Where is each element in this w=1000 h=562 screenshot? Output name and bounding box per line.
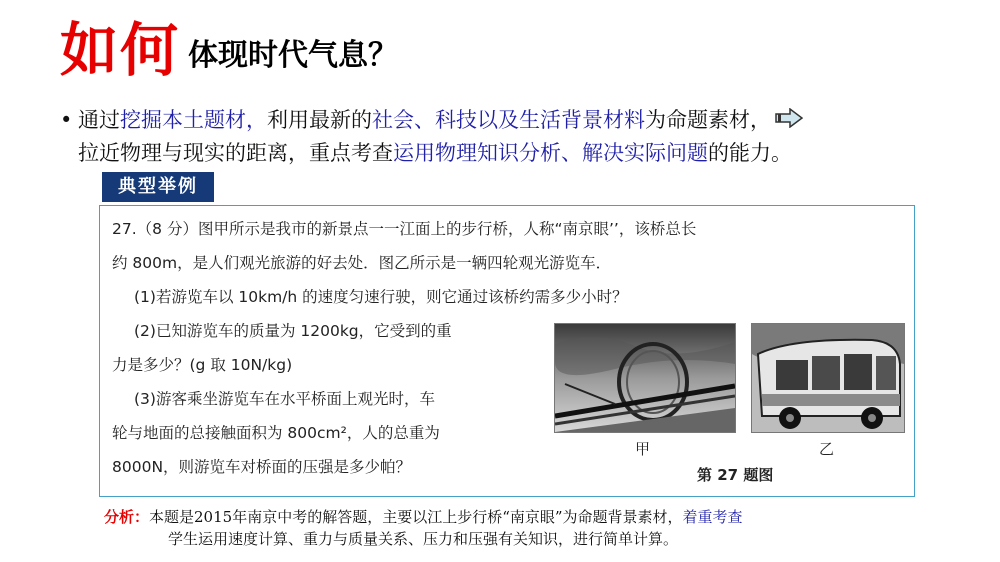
- bullet-highlight: 社会、科技以及生活背景材料: [372, 108, 645, 132]
- problem-line: 27.（8 分）图甲所示是我市的新景点一一江面上的步行桥，人称“南京眼’’，该桥总长: [112, 220, 697, 238]
- bullet-text: 通过: [78, 108, 120, 132]
- title-emphasis: 如何: [60, 16, 181, 84]
- slide-title: [60, 18, 398, 82]
- bullet-highlight: 挖掘本土题材，: [120, 108, 267, 132]
- figure-caption-a: 甲: [635, 440, 651, 458]
- bridge-photo: [554, 323, 736, 433]
- bullet-line-2: [78, 137, 978, 169]
- title-rest: 体现时代气息？: [188, 38, 399, 73]
- bullet-text: 拉近物理与现实的距离，重点考查: [78, 141, 393, 165]
- bullet-text: 为命题素材，: [645, 108, 771, 132]
- arrow-right-icon[interactable]: [775, 105, 803, 137]
- bullet-highlight: 运用物理知识分析、解决实际问题: [393, 141, 708, 165]
- problem-line: 约 800m，是人们观光旅游的好去处．图乙所示是一辆四轮观光游览车．: [112, 254, 612, 272]
- figure-caption: 第 27 题图: [697, 466, 774, 484]
- problem-line: (3)游客乘坐游览车在水平桥面上观光时，车: [134, 390, 435, 408]
- analysis-body-line2: 学生运用速度计算、重力与质量关系、压力和压强有关知识，进行简单计算。: [168, 530, 679, 548]
- figure-caption-b: 乙: [819, 440, 835, 458]
- example-tag: 典型举例: [102, 172, 214, 202]
- problem-line: (2)已知游览车的质量为 1200kg，它受到的重: [134, 322, 452, 340]
- bullet-text: 的能力。: [708, 141, 792, 165]
- tour-bus-photo: [751, 323, 905, 433]
- problem-line: (1)若游览车以 10km/h 的速度匀速行驶，则它通过该桥约需多少小时？: [134, 288, 628, 306]
- bullet-line-1: [78, 104, 978, 137]
- example-problem-box: [99, 205, 915, 497]
- problem-line: 轮与地面的总接触面积为 800cm²，人的总重为: [112, 424, 440, 442]
- analysis-label: 分析：: [104, 508, 150, 526]
- problem-line: 力是多少？(g 取 10N/kg): [112, 356, 293, 374]
- bullet-text: 利用最新的: [267, 108, 372, 132]
- bullet-point: [60, 104, 978, 169]
- bullet-dot: •: [60, 108, 73, 132]
- analysis-emphasis: 着重考查: [682, 508, 743, 526]
- problem-line: 8000N，则游览车对桥面的压强是多少帕？: [112, 458, 412, 476]
- analysis-text: [104, 506, 984, 550]
- analysis-body: 本题是2015年南京中考的解答题，主要以江上步行桥“南京眼”为命题背景素材，: [149, 508, 683, 526]
